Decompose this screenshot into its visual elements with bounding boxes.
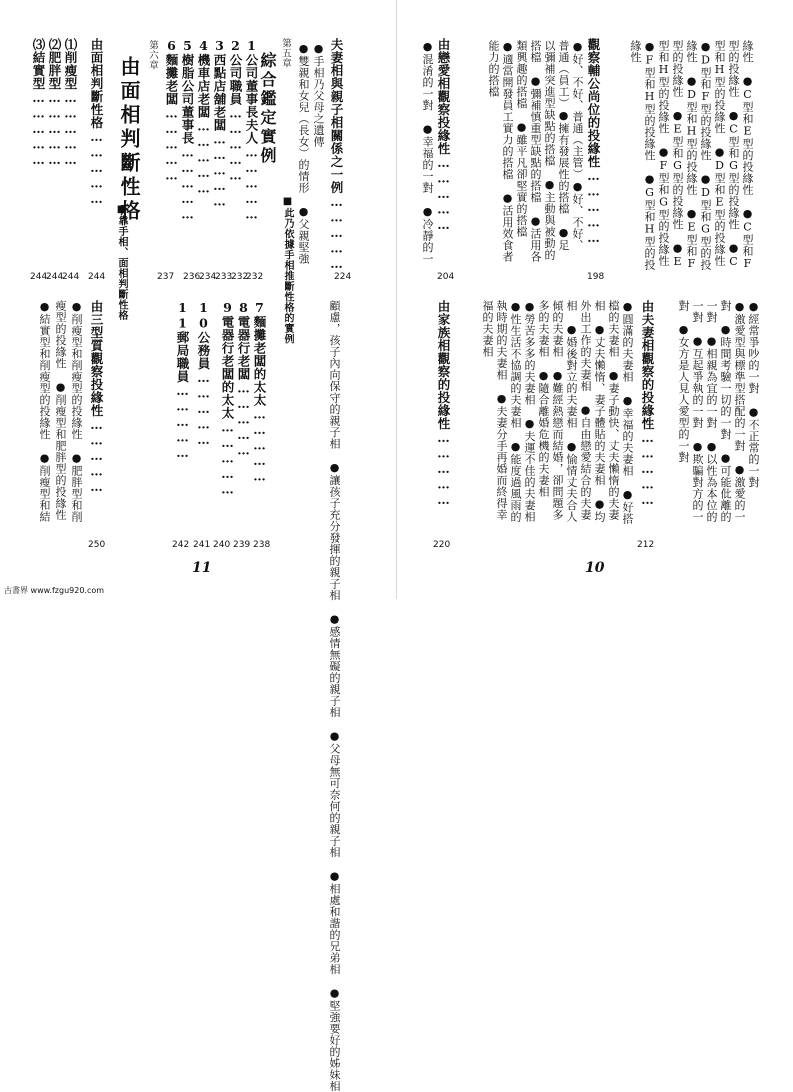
- toc-entry: 5樹脂公司董事長……………: [180, 38, 195, 222]
- page-folio: 11: [192, 560, 212, 576]
- right-page: [397, 0, 793, 599]
- toc-subitem: 型的投緣性 ●C型和G型的投緣性 ●C: [727, 40, 740, 269]
- toc-subitem: ●混淆的一對 ●幸福的一對 ●冷靜的一: [421, 40, 434, 265]
- toc-entry: 3西點店舖老闆……………: [212, 38, 227, 209]
- page-number: 244: [30, 272, 48, 282]
- page-number: 244: [62, 272, 80, 282]
- toc-subitem: ●激愛型與標準型搭配的一對 ●激愛的一: [733, 300, 746, 523]
- toc-subitem: 緣性 ●C型和E型的投緣性 ●C型和F: [741, 40, 754, 271]
- page-number: 250: [88, 540, 106, 550]
- chapter-title: 由面相判斷性格: [117, 56, 141, 224]
- toc-entry: 4機車店老闆……………: [196, 38, 211, 196]
- toc-subitem: 顧慮，孩子內向保守的親子相 ●讓孩子充分發揮的親子相 ●感情無礙的親子相 ●父母無可奈何的親子相 ●相處和諧的兄弟相 ●堅強要好的姊妹相: [328, 300, 341, 1092]
- toc-subitem: 型和H型的投緣性 ●D型和E型的投緣性: [713, 40, 726, 267]
- toc-entry: 由三型質觀察投緣性……………: [89, 300, 104, 495]
- toc-subitem: ●雙親和女兒（長女）的情形 ●父親堅強: [297, 42, 310, 265]
- page-number: 224: [334, 272, 352, 282]
- toc-subitem: 對 ●女方是人見人愛型的一對: [677, 300, 690, 463]
- toc-subitem: ●F型和H型的投緣性 ●G型和H型的投: [643, 40, 656, 271]
- toc-subitem: ●手相乃父母之遺傳: [312, 42, 325, 148]
- toc-entry: 由夫妻相觀察的投緣性……………: [640, 300, 655, 508]
- toc-entry: 10公務員……………: [196, 300, 211, 448]
- toc-entry: 11郵局職員……………: [175, 300, 190, 461]
- toc-subitem: 普通（員工）●擁有發展性的搭檔 ●足: [557, 40, 570, 251]
- toc-subitem: ●削瘦型和削瘦型的投緣性 ●肥胖型和削: [70, 300, 83, 523]
- toc-subitem: ●D型和F型的投緣性 ●D型和G型的投: [699, 40, 712, 271]
- page-number: 239: [233, 540, 251, 550]
- toc-subitem: ●勞苦多多的夫妻相 ●夫運不佳的夫妻相: [523, 300, 536, 523]
- page-folio: 10: [585, 560, 605, 576]
- toc-entry: ⑵肥胖型……………: [47, 38, 62, 168]
- page-number: 232: [246, 272, 264, 282]
- toc-subitem: 緣性 ●D型和H型的投緣性 ●E型和F: [685, 40, 698, 271]
- page-number: 244: [88, 272, 106, 282]
- toc-subitem: ●性生活不協調的夫妻相 ●能度過風雨的: [509, 300, 522, 523]
- toc-entry: ⑶結實型……………: [31, 38, 46, 168]
- toc-subitem: 類興趣的搭檔 ●雖平凡卻堅實的搭檔: [515, 40, 528, 238]
- toc-entry: 7麵攤老闆的太太……………: [252, 300, 267, 484]
- toc-subitem: 搭檔 ●彌補慎重型缺點的搭檔 ●活用各: [529, 40, 542, 263]
- toc-subitem: 緣性: [629, 40, 642, 63]
- toc-subitem: ●經常爭吵的一對 ●不正常的一對: [747, 300, 760, 488]
- toc-subitem: 執時期的夫妻相 ●夫妻分手再婚而終得幸: [495, 300, 508, 521]
- toc-entry: 夫妻相與親子相關係之一例……………: [329, 38, 344, 272]
- toc-entry: 8電器行老闆……………: [236, 300, 251, 458]
- page-number: 198: [587, 272, 605, 282]
- page-number: 238: [253, 540, 271, 550]
- toc-entry: 2公司職員……………: [228, 38, 243, 183]
- toc-subitem: 瘦型的投緣性 ●削瘦型和肥胖型的投緣性: [54, 300, 67, 521]
- page-number: 236: [183, 272, 201, 282]
- chapter-note: ■此乃依據手相推斷性格的實例: [282, 196, 293, 344]
- page-number: 220: [433, 540, 451, 550]
- toc-subitem: 福的夫妻相: [481, 300, 494, 358]
- toc-subitem: 相 ●婚後對立的夫妻相 ●愉情丈夫合人: [565, 300, 578, 523]
- page-number: 241: [193, 540, 211, 550]
- toc-subitem: 一對 ●相親為宜的一對 ●以性為本位的: [705, 300, 718, 523]
- chapter-label: 第六章: [147, 40, 158, 70]
- toc-subitem: 型的投緣性 ●E型和G型的投緣性 ●E: [671, 40, 684, 269]
- toc-subitem: 以彌補突進型缺點的搭檔 ●主動與被動的: [543, 40, 556, 261]
- toc-subitem: 對 ●時間考驗一切的一對 ●可能仳離的: [719, 300, 732, 523]
- toc-entry: 1公司董事長夫人……………: [244, 38, 259, 222]
- toc-subitem: 傾的夫妻相 ●難經熱戀而結婚，卻問題多: [551, 300, 564, 521]
- toc-subitem: 外出工作的夫妻相 ●自由戀愛結合的夫妻: [579, 300, 592, 521]
- page-number: 234: [199, 272, 217, 282]
- toc-entry: 由面相判斷性格……………: [89, 38, 104, 207]
- toc-subitem: ●好、不好、普通（主管）●好、不好、: [571, 40, 584, 251]
- toc-subitem: 型和H型的投緣性 ●F型和G型的投緣性: [657, 40, 670, 267]
- page-number: 233: [215, 272, 233, 282]
- toc-subitem: 一對 ●互起爭執的一對 ●欺騙對方的一: [691, 300, 704, 523]
- toc-entry: ⑴削瘦型……………: [63, 38, 78, 168]
- page-number: 237: [157, 272, 175, 282]
- toc-entry: 6麵攤老闆……………: [164, 38, 179, 183]
- toc-subitem: ●圓滿的夫妻相 ●幸福的夫妻相 ●好搭: [621, 300, 634, 525]
- chapter-title: 綜合鑑定實例: [258, 52, 277, 166]
- chapter-label: 第五章: [280, 38, 291, 68]
- toc-entry: 觀察輔公尚位的投緣性……………: [586, 38, 601, 246]
- page-number: 244: [46, 272, 64, 282]
- page-number: 232: [231, 272, 249, 282]
- toc-entry: 9電器行老闆的太太……………: [220, 300, 235, 497]
- page-number: 240: [213, 540, 231, 550]
- left-page: [0, 0, 396, 1092]
- chapter-note: ■靠手相、面相判斷性格: [116, 204, 127, 321]
- site-watermark: 古書界 www.fzgu920.com: [4, 586, 105, 595]
- page-number: 242: [172, 540, 190, 550]
- toc-subitem: 能力的搭檔: [487, 40, 500, 98]
- toc-subitem: 多的夫妻相 ●隨合離婚危機的夫妻相: [537, 300, 550, 498]
- toc-entry: 由家族相觀察的投緣性……………: [436, 300, 451, 508]
- toc-entry: 由戀愛相觀察投緣性……………: [436, 38, 451, 233]
- toc-subitem: 檔的夫妻相 ●妻子動快、丈夫懶惰的夫妻: [607, 300, 620, 521]
- page-number: 212: [637, 540, 655, 550]
- toc-subitem: ●結實型和削瘦型的投緣性 ●削瘦型和結: [38, 300, 51, 523]
- toc-subitem: 相 ●丈夫懶惰、妻子體貼的夫妻相 ●均: [593, 300, 606, 523]
- toc-subitem: ●適當開發員工實力的搭檔 ●活用效食者: [501, 40, 514, 263]
- page-number: 204: [437, 272, 455, 282]
